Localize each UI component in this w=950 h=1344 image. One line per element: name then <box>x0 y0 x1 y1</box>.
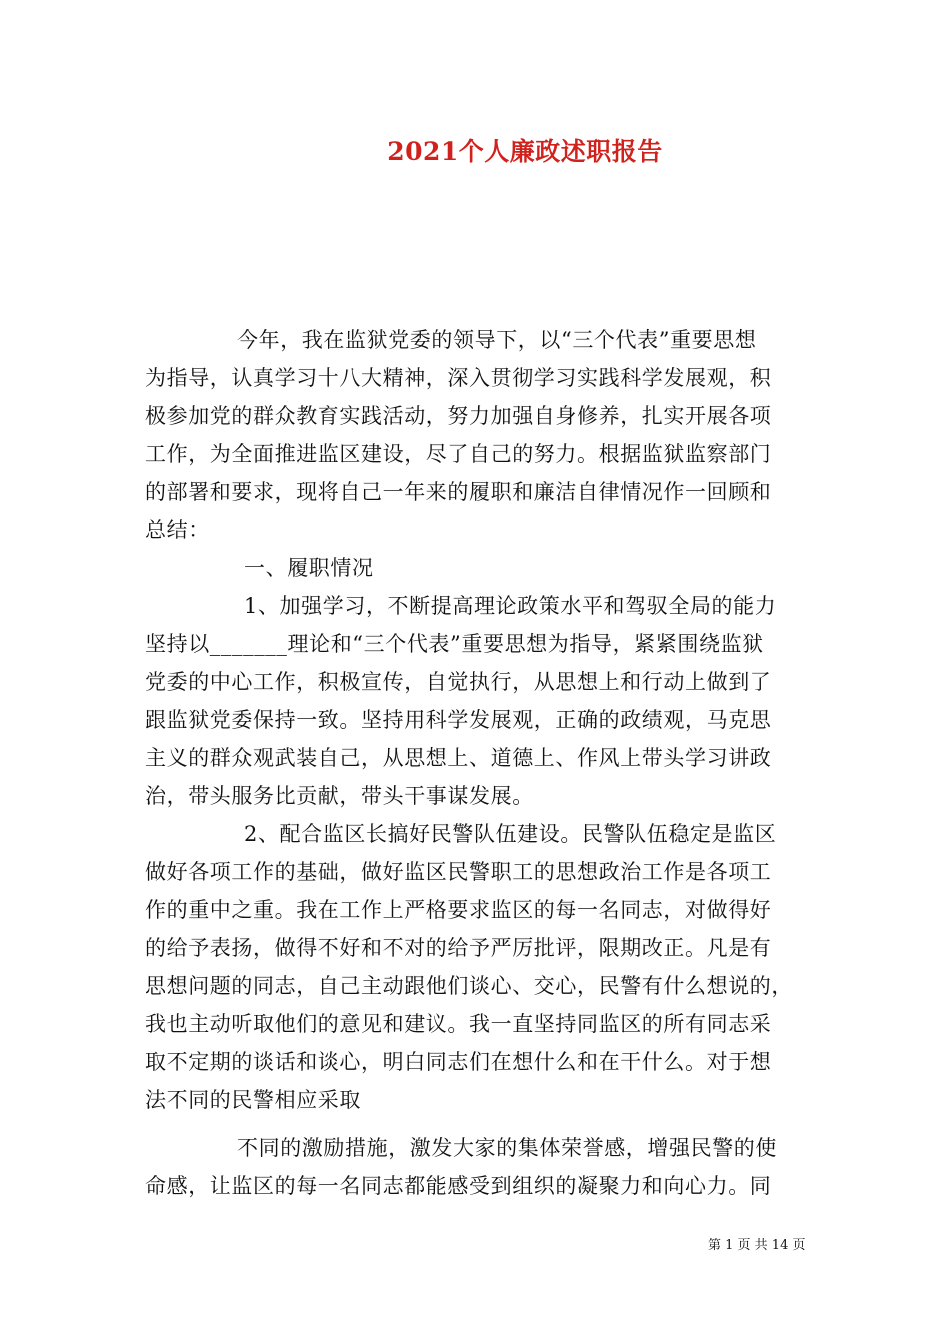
paragraph-line: 作的重中之重。我在工作上严格要求监区的每一名同志，对做得好 <box>145 898 772 922</box>
paragraph-line: 我也主动听取他们的意见和建议。我一直坚持同监区的所有同志采 <box>145 1012 772 1036</box>
paragraph-line: 主义的群众观武装自己，从思想上、道德上、作风上带头学习讲政 <box>145 746 772 770</box>
paragraph-line: 取不定期的谈话和谈心，明白同志们在想什么和在干什么。对于想 <box>145 1050 772 1074</box>
paragraph-line: 2、配合监区长搞好民警队伍建设。民警队伍稳定是监区 <box>244 822 777 846</box>
paragraph-line: 为指导，认真学习十八大精神，深入贯彻学习实践科学发展观，积 <box>145 366 772 390</box>
subsection-heading: 1、加强学习，不断提高理论政策水平和驾驭全局的能力 <box>244 594 777 618</box>
paragraph-line: 总结： <box>145 518 210 542</box>
paragraph-line: 的部署和要求，现将自己一年来的履职和廉洁自律情况作一回顾和 <box>145 480 772 504</box>
section-heading: 一、履职情况 <box>244 556 374 580</box>
paragraph-line: 坚持以_______理论和“三个代表”重要思想为指导，紧紧围绕监狱 <box>145 632 764 656</box>
paragraph-line: 跟监狱党委保持一致。坚持用科学发展观，正确的政绩观，马克思 <box>145 708 772 732</box>
page-title: 2021个人廉政述职报告 <box>387 137 663 166</box>
paragraph-line: 工作，为全面推进监区建设，尽了自己的努力。根据监狱监察部门 <box>145 442 772 466</box>
paragraph-line: 法不同的民警相应采取 <box>145 1088 361 1112</box>
paragraph-line: 党委的中心工作，积极宣传，自觉执行，从思想上和行动上做到了 <box>145 670 772 694</box>
paragraph-line: 今年，我在监狱党委的领导下，以“三个代表”重要思想 <box>237 328 757 352</box>
paragraph-line: 思想问题的同志，自己主动跟他们谈心、交心，民警有什么想说的， <box>145 974 793 998</box>
paragraph-line: 命感，让监区的每一名同志都能感受到组织的凝聚力和向心力。同 <box>145 1174 772 1198</box>
paragraph-line: 不同的激励措施，激发大家的集体荣誉感，增强民警的使 <box>237 1136 777 1160</box>
paragraph-line: 极参加党的群众教育实践活动，努力加强自身修养，扎实开展各项 <box>145 404 772 428</box>
paragraph-line: 治，带头服务比贡献，带头干事谋发展。 <box>145 784 534 808</box>
page-number: 第 1 页 共 14 页 <box>708 1238 806 1253</box>
paragraph-line: 的给予表扬，做得不好和不对的给予严厉批评，限期改正。凡是有 <box>145 936 772 960</box>
paragraph-line: 做好各项工作的基础，做好监区民警职工的思想政治工作是各项工 <box>145 860 772 884</box>
